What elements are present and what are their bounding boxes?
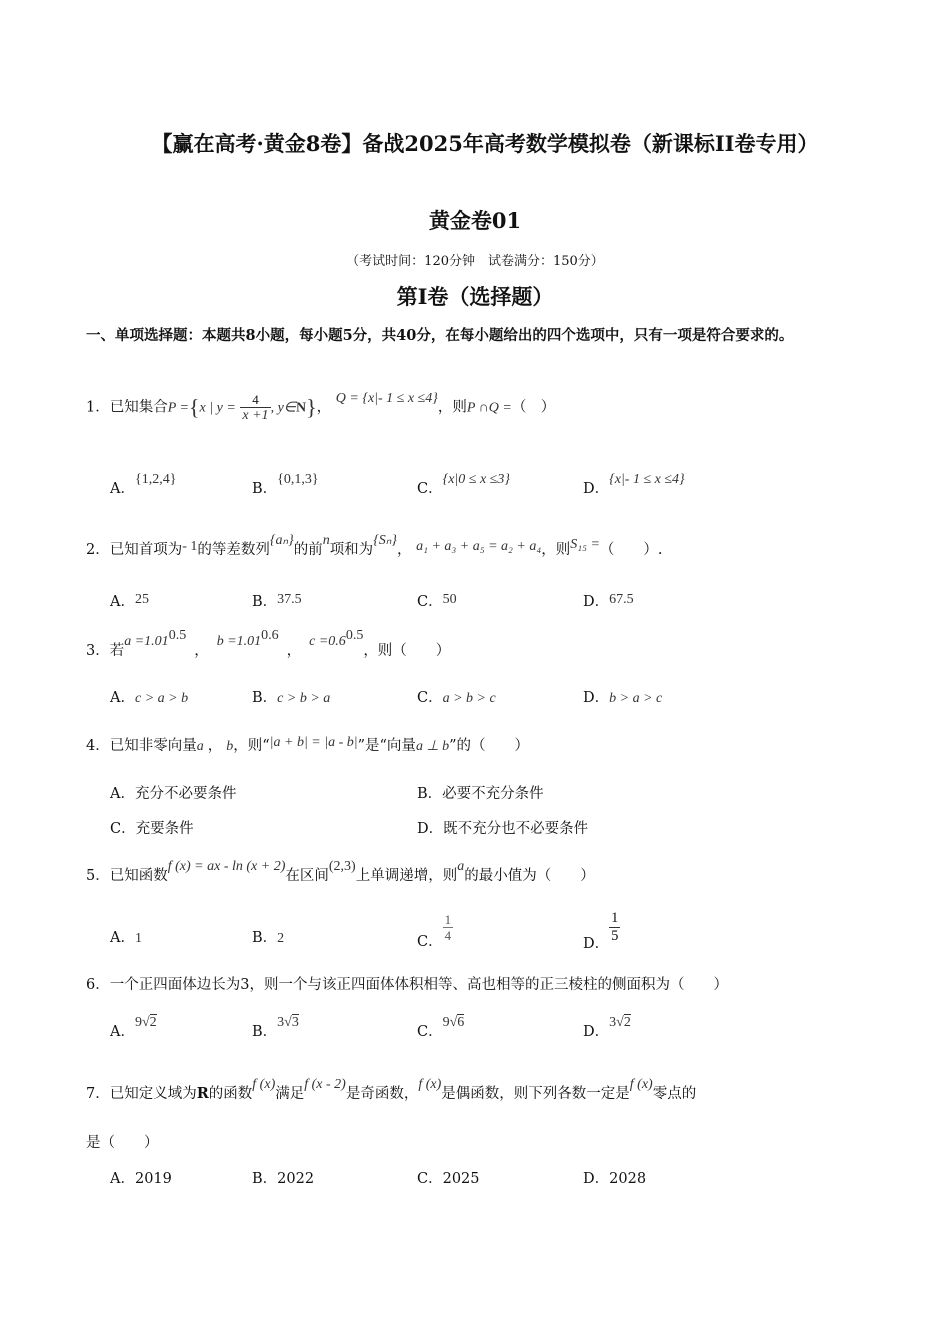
option-c [417,472,510,498]
question-text: ， [316,399,332,416]
option-b [252,1015,299,1041]
option-c [417,912,453,950]
option-c [417,590,457,611]
math-c-exp: 0.5 [345,628,364,643]
question-text: 的函数 [208,1086,253,1102]
option-label: C． [417,1171,443,1187]
question-text: 在区间 [285,868,329,884]
option-label: D． [583,1171,610,1187]
option-text: 37.5 [277,592,302,607]
option-d [583,1167,646,1188]
option-text: 50 [442,592,457,607]
option-label: C． [417,594,443,610]
math-f1: f (x) [252,1077,276,1092]
option-d [583,910,620,952]
question-text: 已知集合 [109,399,168,416]
option-label: C． [417,481,443,497]
option-d [583,590,634,611]
question-number: 2． [86,542,110,558]
part-title: 第I卷（选择题） [396,284,554,309]
option-text: a > b > c [442,691,496,706]
option-text: 2028 [609,1171,647,1187]
math-perpendicular: a ⊥ b [415,739,450,754]
sqrt-icon: √ [449,1015,458,1030]
math-b-exp: 0.6 [261,628,279,643]
fraction-numerator: 4 [240,392,270,408]
math-a: a [457,859,465,874]
math-b-def: b =1.01 [216,633,262,649]
question-text: 一个正四面体边长为3，则一个与该正四面体体积相等、高也相等的正三棱柱的侧面积为（ ） [109,977,728,993]
option-text: {x|0 ≤ x ≤3} [442,472,510,487]
option-c [110,817,194,838]
option-label: C． [417,933,443,950]
option-label: A． [110,1171,135,1187]
math-a-exp: 0.5 [168,628,187,643]
option-text: {1,2,4} [134,472,177,487]
option-text: 2 [277,931,285,946]
option-label: D． [583,690,610,706]
math-f3: f (x) [418,1077,442,1092]
option-d [583,1015,631,1041]
section-heading: 一、单项选择题：本题共8小题，每小题5分，共40分，在每小题给出的四个选项中，只有一项是符合要求的。 [86,327,794,344]
option-b [252,590,302,611]
question-text: （ ） [511,399,556,416]
math-p-tail: , y∈ [270,400,296,416]
option-d [417,817,588,838]
question-text: ， [207,738,223,754]
brace-open-icon: { [188,394,200,420]
question-text: ，则 [437,399,467,416]
math-a-def: a =1.01 [124,633,169,649]
option-c [417,1015,465,1041]
fraction-denominator: x +1 [242,408,269,423]
question-text: ， [194,642,209,659]
option-text: c > b > a [277,691,331,706]
question-2 [86,533,663,559]
question-text: 零点的 [652,1086,697,1102]
option-a [110,1167,172,1188]
option-label: D． [583,1024,610,1040]
question-number: 4． [86,738,110,754]
math-condition: |a + b| = |a - b| [269,735,358,750]
question-text: 已知首项为 [109,542,183,558]
question-text: 是奇函数， [345,1086,419,1102]
question-text: 已知定义域为 [109,1086,197,1102]
question-text: 的等差数列 [197,542,270,558]
math-c-def: c =0.6 [309,633,346,649]
option-c [417,1167,480,1188]
question-text: ，则 [541,542,571,558]
radicand: 2 [149,1015,157,1030]
radical-coefficient: 9 [134,1015,142,1030]
option-label: C． [417,1024,443,1040]
radicand: 3 [291,1015,299,1030]
option-label: B． [252,1171,278,1187]
question-1 [86,392,555,423]
option-label: D． [583,481,610,497]
question-6 [86,973,728,994]
option-a [110,926,142,947]
option-text [609,1015,631,1030]
option-a [110,472,177,498]
radical-coefficient: 3 [609,1015,617,1030]
math-vector-a: a [196,739,204,754]
question-number: 6． [86,977,110,993]
math-interval: (2,3) [328,859,356,874]
brace-close-icon: } [306,394,317,420]
radicand: 6 [457,1015,465,1030]
fraction-denominator: 4 [444,928,452,943]
option-label: B． [252,1024,278,1040]
option-label: B． [417,786,443,802]
question-text: 若 [109,642,125,659]
math-f4: f (x) [629,1077,653,1092]
math-reals: R [196,1085,209,1102]
question-text: ，则（ ） [363,642,451,659]
question-text: 上单调递增，则 [355,868,458,884]
question-text: 是偶函数，则下列各数一定是 [441,1086,630,1102]
option-text: b > a > c [609,691,663,706]
question-text: 的最小值为（ ） [464,868,595,884]
math-p-set: x | y = [199,400,236,416]
option-label: D． [417,821,444,837]
question-text: 已知非零向量 [109,738,197,754]
option-label: B． [252,930,278,946]
sqrt-icon: √ [284,1015,292,1030]
option-label: A． [110,1024,135,1040]
option-text: 2019 [134,1171,172,1187]
fraction-numerator: 1 [611,910,619,926]
option-text [443,1015,465,1030]
option-b [417,782,544,803]
option-c [417,686,496,707]
option-b [252,1167,314,1188]
question-text: 已知函数 [109,868,168,884]
fraction [609,910,620,945]
option-label: B． [252,594,278,610]
math-s15: S₁₅ = [570,537,600,552]
question-text: 是（ ） [86,1135,159,1151]
option-text: 必要不充分条件 [442,786,544,802]
question-7-continued [86,1131,159,1152]
option-label: C． [417,690,443,706]
option-d [583,472,685,498]
option-a [110,686,188,707]
option-label: D． [583,935,610,952]
option-d [583,686,662,707]
option-text: 充分不必要条件 [134,786,237,802]
question-5 [86,859,595,885]
question-text: ， [286,642,302,659]
fraction [443,912,454,943]
option-label: A． [110,594,135,610]
question-text: （ ）. [599,542,663,558]
question-text: ，则“ [233,738,270,754]
math-n: n [322,533,330,548]
question-3 [86,628,451,660]
option-label: A． [110,930,135,946]
question-text: ”是“向量 [357,738,416,754]
math-function: f (x) = ax - ln (x + 2) [167,859,286,874]
option-b [252,686,330,707]
question-number: 3． [86,642,110,659]
question-text: 项和为 [329,542,374,558]
option-text: 2025 [442,1171,480,1187]
option-label: D． [583,594,610,610]
option-text: 1 [134,931,142,946]
math-condition: a₁ + a₃ + a₅ = a₂ + a₄ [416,539,542,554]
option-text: 25 [134,592,149,607]
option-a [110,1015,157,1041]
option-label: A． [110,690,135,706]
page-title: 【赢在高考·黄金8卷】备战2025年高考数学模拟卷（新课标II卷专用） [151,131,819,156]
option-a [110,590,149,611]
fraction-denominator: 5 [611,928,619,944]
radicand: 2 [623,1015,631,1030]
exam-info: （考试时间：120分钟 试卷满分：150分） [346,254,604,269]
paper-subtitle: 黄金卷01 [428,208,522,233]
option-b [252,472,319,498]
sqrt-icon: √ [141,1015,150,1030]
math-q-set: Q = {x|- 1 ≤ x ≤4} [335,390,438,406]
option-text: 既不充分也不必要条件 [443,821,589,837]
math-intersection: P ∩Q = [466,400,512,416]
option-label: C． [110,821,136,837]
math-naturals: N [295,400,307,416]
question-number: 1． [86,399,110,416]
radical-coefficient: 9 [442,1015,450,1030]
math-minus-one: - 1 [182,539,198,554]
option-text: 67.5 [609,592,634,607]
option-text [277,1015,299,1030]
option-a [110,782,236,803]
math-f2: f (x - 2) [304,1077,346,1092]
option-text [135,1015,157,1030]
option-label: A． [110,481,135,497]
question-4 [86,734,529,755]
option-text: {0,1,3} [277,472,319,487]
fraction-numerator: 1 [444,912,452,927]
option-b [252,926,284,947]
option-text: {x|- 1 ≤ x ≤4} [609,472,685,487]
math-p-lhs: P = [167,400,189,416]
option-label: A． [110,786,135,802]
question-text: 的前 [293,542,323,558]
radical-coefficient: 3 [277,1015,285,1030]
option-label: B． [252,481,278,497]
question-text: 满足 [275,1086,305,1102]
question-number: 7． [86,1086,110,1102]
fraction [240,392,270,423]
question-text: ， [396,542,412,558]
question-text: ”的（ ） [449,738,530,754]
option-text: 2022 [277,1171,315,1187]
question-number: 5． [86,868,110,884]
option-label: B． [252,690,278,706]
option-text: 充要条件 [135,821,194,837]
math-sum-sequence: {Sₙ} [373,533,397,548]
option-text: c > a > b [134,691,189,706]
math-sequence: {aₙ} [269,533,294,548]
math-vector-b: b [226,739,234,754]
question-7 [86,1077,697,1103]
sqrt-icon: √ [616,1015,624,1030]
